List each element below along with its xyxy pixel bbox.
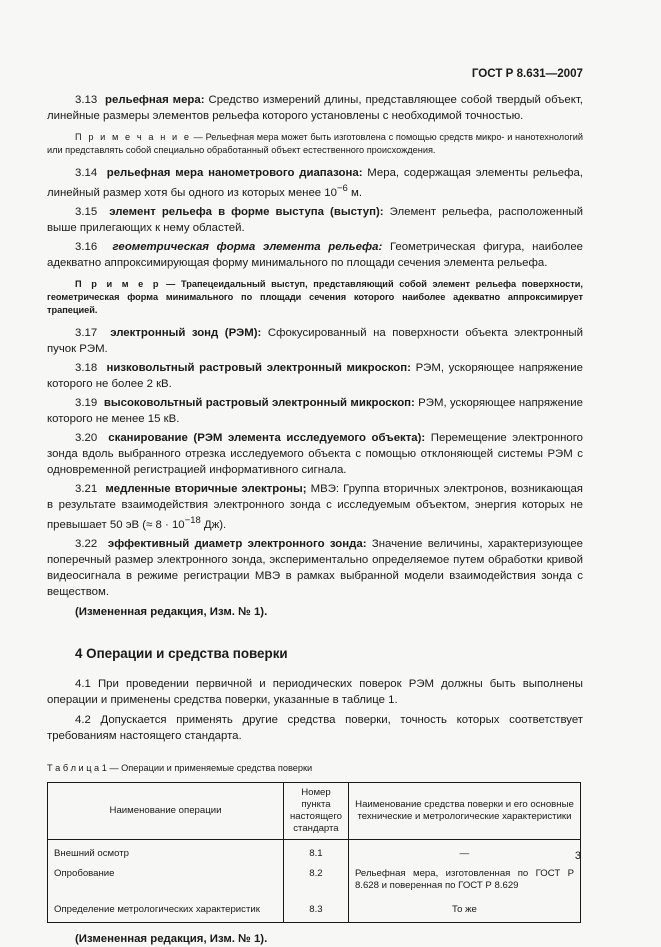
document-code: ГОСТ Р 8.631—2007 [471,67,583,80]
term-3-22: 3.22 эффективный диаметр электронного зонда: Значение величины, характеризующее поперечный размер электронного зонда, экспериментально определяемое путем обработки кривой видеосигнала в режиме регистрации МВЭ в рамках выбранной модели взаимодействия зонда с веществом. [47,537,583,598]
table-cell: — [348,839,580,864]
term-title: рельефная мера: [105,94,205,106]
term-title: рельефная мера нанометрового диапазона: [106,167,363,179]
term-title: низковольтный растровый электронный микроскоп: [106,361,411,374]
table-cell: То же [348,896,580,923]
column-header: Наименование средства поверки и его основные технические и метрологические характеристики [348,782,580,839]
term-3-18: 3.18 низковольтный растровый электронный микроскоп: РЭМ, ускоряющее напряжение которого не более 2 кВ. [47,361,583,390]
section-heading: 4 Операции и средства поверки [75,645,288,661]
term-3-16: 3.16 геометрическая форма элемента рельефа: Геометрическая фигура, наиболее адекватно аппроксимирующая форму минимального по площади сечения элемента рельефа. [47,240,583,269]
column-header: Наименование операции [48,782,284,839]
table-row [48,839,581,864]
table-cell: 8.3 [283,896,348,923]
table-caption: Т а б л и ц а 1 — Операции и применяемые средства поверки [47,762,313,773]
table-header-row [48,782,581,839]
table-cell: Внешний осмотр [48,839,284,864]
page-content [47,92,583,947]
operations-table [47,782,581,923]
table-cell: Рельефная мера, изготовленная по ГОСТ Р 8.628 и поверенная по ГОСТ Р 8.629 [348,864,580,896]
table-cell: 8.2 [283,864,348,896]
paragraph-4-2: 4.2 Допускается применять другие средства поверки, точность которых соответствует требованиям настоящего стандарта. [47,713,583,742]
term-3-20: 3.20 сканирование (РЭМ элемента исследуемого объекта): Перемещение электронного зонда вдоль выбранного отрезка исследуемого объекта с помощью отклоняющей системы РЭМ с одновременной регистрацией информативного сигнала. [47,431,583,476]
term-title: элемент рельефа в форме выступа (выступ): [109,205,384,218]
term-3-21: 3.21 медленные вторичные электроны; МВЭ: Группа вторичных электронов, возникающая в результате взаимодействия электронного зонда с исследуемым объектом, энергия которых не превышает 50 эВ (≈ $8 \cdot 10^{-18}$ Дж). [47,482,583,531]
term-3-17: 3.17 электронный зонд (РЭМ): Сфокусированный на поверхности объекта электронный пучок РЭМ. [47,326,583,355]
amendment-note: (Измененная редакция, Изм. № 1). [75,932,268,945]
table-cell: Опробование [48,864,284,896]
term-title: высоковольтный растровый электронный микроскоп: [103,396,415,409]
table-cell: Определение метрологических характеристик [48,896,284,923]
example: П р и м е р — Трапецеидальный выступ, представляющий собой элемент рельефа поверхности, геометрическая форма минимального по площади сечения которого наиболее адекватно аппроксимирует трапецией. [47,278,583,315]
page-number: 3 [574,850,581,862]
table-cell: 8.1 [283,839,348,864]
term-title: медленные вторичные электроны; [105,482,307,495]
paragraph-4-1: 4.1 При проведении первичной и периодических поверок РЭМ должны быть выполнены операции и применены средства поверки, указанные в таблице 1. [47,677,583,706]
table-row [48,896,581,923]
term-title: эффективный диаметр электронного зонда: [107,537,367,550]
term-title: геометрическая форма элемента рельефа: [112,240,383,253]
amendment-note: (Измененная редакция, Изм. № 1). [75,605,268,618]
term-3-19: 3.19 высоковольтный растровый электронный микроскоп: РЭМ, ускоряющее напряжение которого не менее 15 кВ. [47,396,583,425]
term-3-15: 3.15 элемент рельефа в форме выступа (выступ): Элемент рельефа, расположенный выше прилегающих к нему областей. [47,205,583,234]
table-row [48,864,581,896]
note: П р и м е ч а н и е — Рельефная мера может быть изготовлена с помощью средств микро- и нанотехнологий или представлять собой специально обработанный объект естественного происхождения. [47,132,583,155]
term-3-13: 3.13 рельефная мера: Средство измерений длины, представляющее собой твердый объект, линейные размеры элементов рельефа которого установлены с необходимой точностью. [47,94,583,122]
column-header: Номер пункта настоящего стандарта [283,782,348,839]
term-title: сканирование (РЭМ элемента исследуемого объекта): [108,431,426,444]
term-title: электронный зонд (РЭМ): [110,326,262,339]
term-3-14: 3.14 рельефная мера нанометрового диапазона: Мера, содержащая элементы рельефа, линейный размер хотя бы одного из которых менее $10^{-6}$ м. [47,167,583,199]
